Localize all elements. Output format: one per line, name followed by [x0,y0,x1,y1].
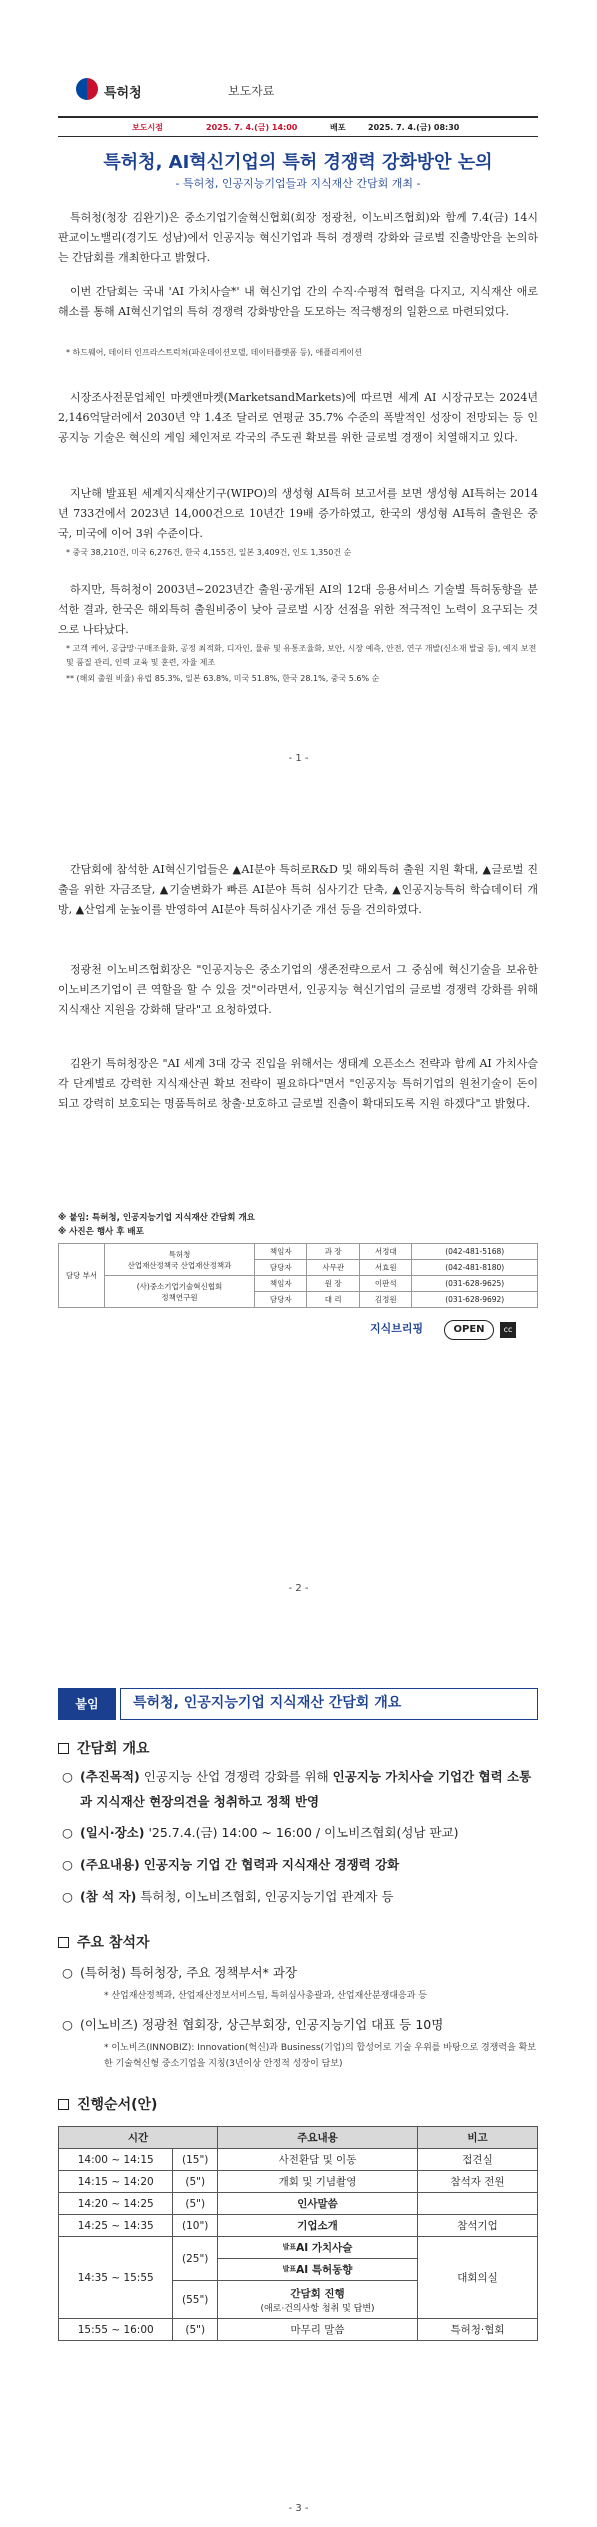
sched-dur: (25") [173,2237,218,2281]
paragraph-4: 지난해 발표된 세계지식재산기구(WIPO)의 생성형 AI특허 보고서를 보면 생성형 AI특허는 2014년 733건에서 2023년 14,000건으로 10년간 19배 증가하였고, 한국의 생성형 AI특허 출원은 중국, 미국에 이어 3위 수준이다. [58,487,538,540]
page-number: - 2 - [288,1583,309,1594]
content-text: AI 특허동향 [296,2264,353,2276]
cc-icon: cc [500,1322,516,1338]
content-tag: 발표 [282,2243,297,2251]
item-text: 인공지능 기업 간 협력과 지식재산 경쟁력 강화 [143,1857,400,1872]
section-overview-title: 간담회 개요 [77,1741,150,1757]
org-1-dept: 산업재산정책국 산업재산정책과 [127,1260,232,1270]
attachment-title: 특허청, 인공지능기업 지식재산 간담회 개요 [120,1688,538,1720]
circle-bullet-icon: ○ [62,1769,73,1784]
attendee-kipo-note: * 산업재산정책과, 산업재산정보서비스팀, 특허심사총괄과, 산업재산분쟁대응과 등 [104,1991,427,2001]
item-label: (참 석 자) [80,1889,137,1904]
open-license-badge: OPEN [444,1320,494,1340]
circle-bullet-icon: ○ [62,1889,73,1904]
title-4: 대 리 [307,1292,359,1308]
table-row [59,2171,538,2193]
page-2 [0,810,597,1620]
sched-time: 14:25 ~ 14:35 [59,2215,173,2237]
page-3 [0,1620,597,2527]
page-title: 특허청, AI혁신기업의 특허 경쟁력 강화방안 논의 [103,152,493,173]
sched-content: 개회 및 기념촬영 [218,2171,418,2193]
note-2: * 하드웨어, 데이터 인프라스트럭처(파운데이션모델, 데이터플랫폼 등), 애플리케이션 [66,348,362,357]
paragraph-8: 김완기 특허청장은 "AI 세계 3대 강국 진입을 위해서는 생태계 오픈소스 전략과 함께 AI 가치사슬 각 단계별로 강력한 지식재산권 확보 전략이 필요하다"면서 "인공지능 특허기업의 원천기술이 돈이 되고 강력히 보호되는 명품특허로 창출·보호하고 글로벌 진출이 확대되도록 지원 하겠다"고 밝혔다. [58,1057,538,1110]
attendee-innobiz [62,2012,538,2037]
overview-item-3 [62,1852,538,1877]
item-text: '25.7.4.(금) 14:00 ~ 16:00 / 이노비즈협회(성남 판교) [148,1825,459,1840]
attendee-text: (특허청) 특허청장, 주요 정책부서* 과장 [80,1965,297,1980]
sched-note: 특허청·협회 [418,2319,538,2341]
header-rule [58,116,538,118]
dept-label: 담당 부서 [59,1244,105,1308]
title-3: 원 장 [307,1276,359,1292]
role-4: 담당자 [255,1292,307,1308]
org-1 [105,1244,255,1276]
circle-bullet-icon: ○ [62,2017,73,2032]
sched-time: 14:20 ~ 14:25 [59,2193,173,2215]
section-attendees [58,1932,538,1952]
org-2-name: (사)중소기업기술혁신협회 [136,1281,223,1291]
table-row [59,2215,538,2237]
item-label: (일시·장소) [80,1825,145,1840]
sched-time: 14:15 ~ 14:20 [59,2171,173,2193]
checkbox-icon [58,1743,69,1754]
name-4: 김정원 [359,1292,411,1308]
title-2: 사무관 [307,1260,359,1276]
item-label: (주요내용) [80,1857,140,1872]
section-overview [58,1738,538,1758]
sched-content [218,2281,418,2319]
agency-name: 특허청 [104,86,142,101]
press-header [58,60,538,120]
sched-content: 마무리 말씀 [218,2319,418,2341]
name-2: 서효원 [359,1260,411,1276]
overview-item-2 [62,1820,538,1845]
circle-bullet-icon: ○ [62,1965,73,1980]
note-4: * 중국 38,210건, 미국 6,276건, 한국 4,155건, 일본 3,409건, 인도 1,350건 순 [66,548,352,557]
item-text: 인공지능 산업 경쟁력 강화를 위해 [143,1769,329,1784]
sched-dur: (5") [173,2193,218,2215]
kipo-logo-icon [76,78,98,100]
sched-note: 참석기업 [418,2215,538,2237]
sched-dur: (10") [173,2215,218,2237]
content-tag: 발표 [282,2265,297,2273]
sched-note: 대회의실 [418,2237,538,2319]
distribution-value: 2025. 7. 4.(금) 08:30 [368,123,460,132]
sched-content [218,2259,418,2281]
org-2 [105,1276,255,1308]
sched-note: 참석자 전원 [418,2171,538,2193]
paragraph-5: 하지만, 특허청이 2003년~2023년간 출원·공개된 AI의 12대 응용서비스 기술별 특허동향을 분석한 결과, 한국은 해외특허 출원비중이 낮아 글로벌 시장 선점을 위한 적극적인 노력이 요구되는 것으로 나타났다. [58,583,538,636]
checkbox-icon [58,1937,69,1948]
item-label: (추진목적) [80,1769,140,1784]
paragraph-1: 특허청(청장 김완기)은 중소기업기술혁신협회(회장 정광천, 이노비즈협회)와 함께 7.4(금) 14시 판교이노밸리(경기도 성남)에서 인공지능 혁신기업과 특허 경쟁력 강화와 글로벌 진출방안을 논의하는 간담회를 개최한다고 밝혔다. [58,211,538,264]
circle-bullet-icon: ○ [62,1825,73,1840]
sched-time: 14:00 ~ 14:15 [59,2149,173,2171]
content-text: AI 가치사슬 [296,2242,353,2254]
item-strong: 인공지능 가치사슬 기업간 협력 소통과 지식재산 현장의견을 청취하고 정책 반영 [80,1769,532,1809]
sched-dur: (5") [173,2171,218,2193]
paragraph-2: 이번 간담회는 국내 'AI 가치사슬*' 내 혁신기업 간의 수직·수평적 협력을 다지고, 지식재산 애로 해소를 통해 AI혁신기업의 특허 경쟁력 강화방안을 도모하는 적극행정의 일환으로 마련되었다. [58,285,538,318]
page-number: - 3 - [288,2503,309,2514]
overview-item-4 [62,1884,538,1909]
overview-item-1 [62,1764,538,1814]
header-rule-2 [58,136,538,137]
content-text: 간담회 진행 [290,2287,345,2300]
page-number: - 1 - [288,753,309,764]
paragraph-7: 정광천 이노비즈협회장은 "인공지능은 중소기업의 생존전략으로서 그 중심에 혁신기술을 보유한 이노비즈기업이 큰 역할을 할 수 있을 것"이라면서, 인공지능 혁신기업의 글로벌 경쟁력 강화를 위해 지식재산 지원을 강화해 달라"고 요청하였다. [58,963,538,1016]
section-schedule-title: 진행순서(안) [77,2097,158,2113]
attachment-bar [58,1688,538,1720]
sched-time: 14:35 ~ 15:55 [59,2237,173,2319]
attendee-text: (이노비즈) 정광천 협회장, 상근부회장, 인공지능기업 대표 등 10명 [80,2017,444,2032]
phone-2: (042-481-8180) [412,1260,538,1276]
content-sub: (애로·건의사항 청취 및 답변) [260,2303,375,2314]
col-time: 시간 [59,2127,218,2149]
jichaek-briefing-logo: 지식브리핑 [370,1322,424,1335]
contact-table [58,1243,538,1308]
embargo-label: 보도시점 [132,123,163,132]
sched-time: 15:55 ~ 16:00 [59,2319,173,2341]
org-1-name: 특허청 [168,1249,191,1259]
name-3: 이판석 [359,1276,411,1292]
sched-dur: (55") [173,2281,218,2319]
name-1: 서정대 [359,1244,411,1260]
attachment-note: ※ 붙임: 특허청, 인공지능기업 지식재산 간담회 개요 [58,1213,255,1223]
sched-note: 접견실 [418,2149,538,2171]
role-3: 책임자 [255,1276,307,1292]
sched-content: 사전환담 및 이동 [218,2149,418,2171]
page-1 [0,0,597,810]
phone-1: (042-481-5168) [412,1244,538,1260]
attendee-innobiz-note: * 이노비즈(INNOBIZ): Innovation(혁신)과 Business(기업)의 합성어로 기술 우위를 바탕으로 경쟁력을 확보한 기술혁신형 중소기업을 지칭(3년이상 안정적 성장이 담보) [104,2043,537,2069]
phone-3: (031-628-9625) [412,1276,538,1292]
col-content: 주요내용 [218,2127,418,2149]
section-attendees-title: 주요 참석자 [77,1935,150,1951]
note-5b: ** (해외 출원 비율) 유럽 85.3%, 일본 63.8%, 미국 51.8%, 한국 28.1%, 중국 5.6% 순 [66,674,380,683]
col-note: 비고 [418,2127,538,2149]
sched-dur: (15") [173,2149,218,2171]
item-text: 특허청, 이노비즈협회, 인공지능기업 관계자 등 [140,1889,394,1904]
schedule-table [58,2126,538,2341]
embargo-value: 2025. 7. 4.(금) 14:00 [206,123,298,132]
badge-area [370,1320,538,1342]
sched-note [418,2193,538,2215]
attendee-kipo [62,1960,538,1985]
paragraph-6: 간담회에 참석한 AI혁신기업들은 ▲AI분야 특허로R&D 및 해외특허 출원 지원 확대, ▲글로벌 진출을 위한 자금조달, ▲기술변화가 빠른 AI분야 특허 심사기간 단축, ▲인공지능특허 학습데이터 개방, ▲산업계 눈높이를 반영하여 AI분야 특허심사기준 개선 등을 건의하였다. [58,863,538,916]
attachment-label: 붙임 [58,1688,116,1720]
role-2: 담당자 [255,1260,307,1276]
release-info-row [58,119,538,135]
org-2-dept: 정책연구원 [161,1292,198,1302]
distribution-label: 배포 [330,123,346,132]
sched-content [218,2237,418,2259]
table-row [59,2237,538,2259]
checkbox-icon [58,2099,69,2110]
note-5a: * 고객 케어, 공급망·구매조율화, 공정 최적화, 디자인, 물류 및 유통조율화, 보안, 시장 예측, 안전, 연구 개발(신소재 발굴 등), 예지 보전 및 품질 관리, 인력 교육 및 훈련, 자율 제조 [66,644,537,667]
table-row [59,2149,538,2171]
table-row [59,2193,538,2215]
role-1: 책임자 [255,1244,307,1260]
doc-type: 보도자료 [228,84,275,98]
circle-bullet-icon: ○ [62,1857,73,1872]
section-schedule [58,2094,538,2114]
page-subtitle: - 특허청, 인공지능기업들과 지식재산 간담회 개최 - [175,177,421,190]
sched-content: 기업소개 [218,2215,418,2237]
sched-content: 인사말씀 [218,2193,418,2215]
table-row [59,2319,538,2341]
paragraph-3: 시장조사전문업체인 마켓앤마켓(MarketsandMarkets)에 따르면 세계 AI 시장규모는 2024년 2,146억달러에서 2030년 약 1.4조 달러로 연평균 35.7% 수준의 폭발적인 성장이 전망되는 등 인공지능 기술은 혁신의 게임 체인저로 각국의 주도권 확보를 위한 글로벌 경쟁이 치열해지고 있다. [58,391,538,444]
phone-4: (031-628-9692) [412,1292,538,1308]
photo-note: ※ 사진은 행사 후 배포 [58,1227,144,1237]
title-1: 과 장 [307,1244,359,1260]
sched-dur: (5") [173,2319,218,2341]
